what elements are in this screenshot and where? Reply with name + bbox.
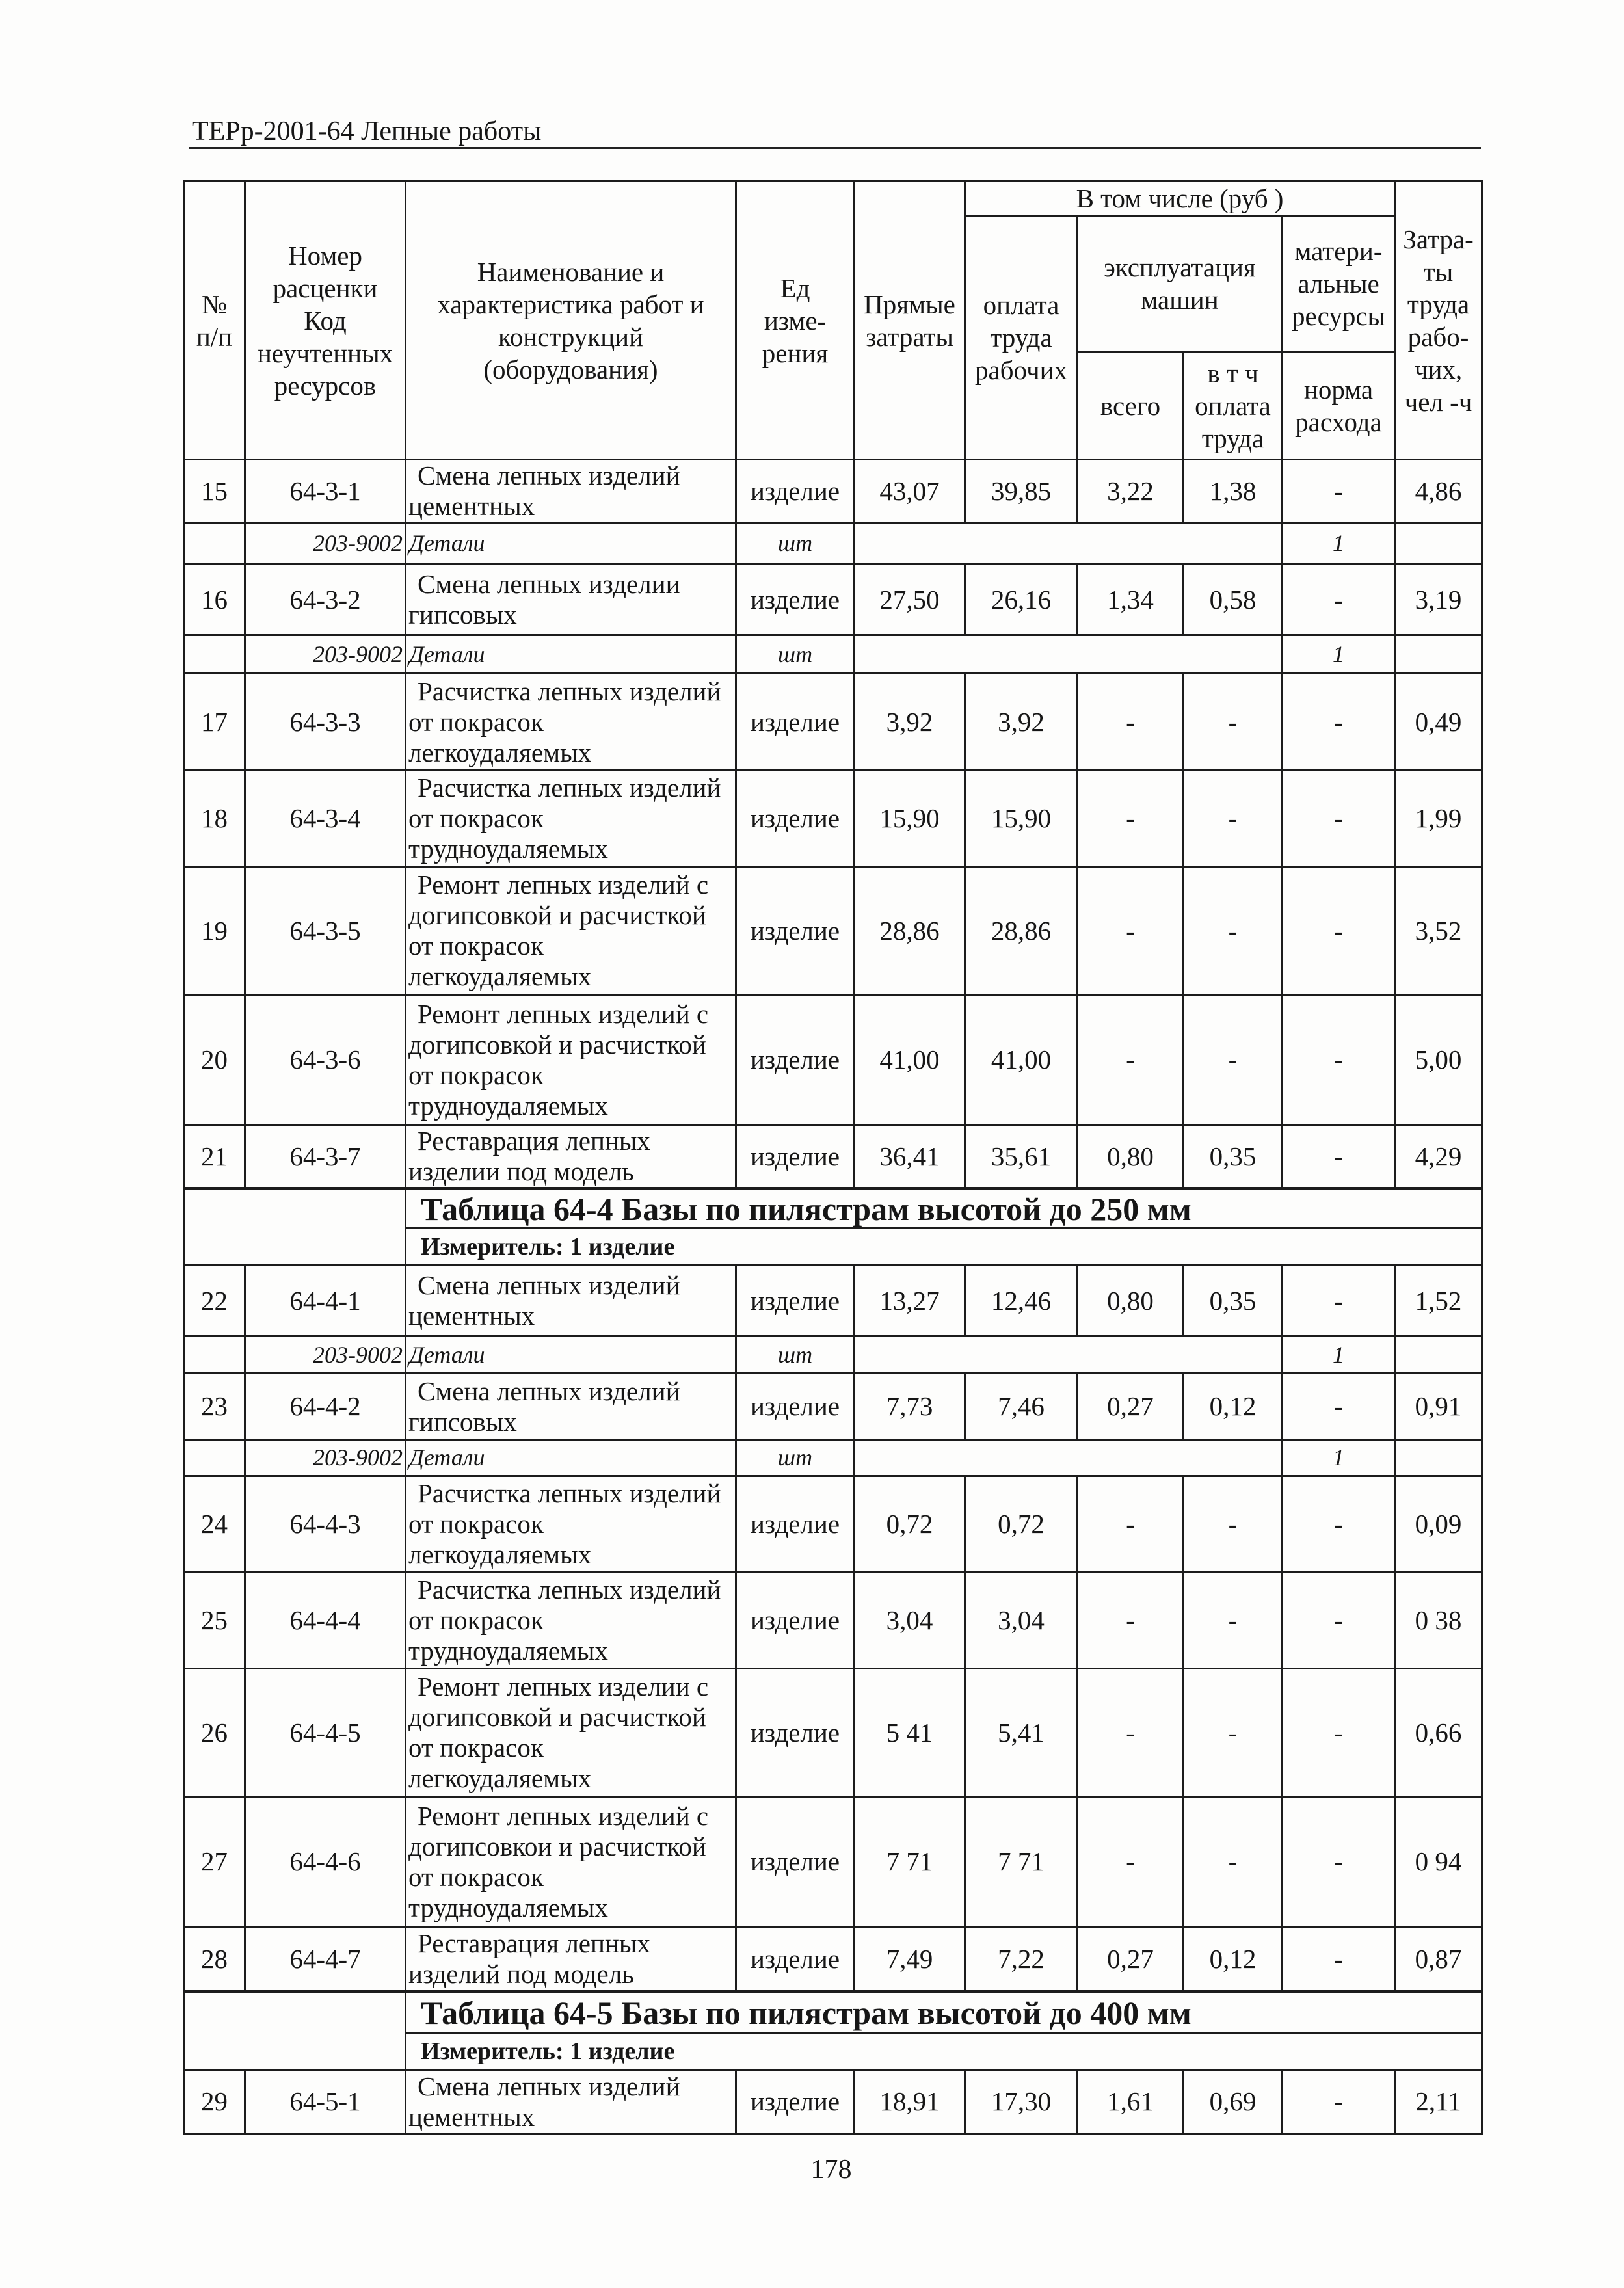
- resource-norm: 1: [1283, 1440, 1395, 1476]
- direct-cost: 18,91: [855, 2070, 965, 2134]
- machine-wages: -: [1184, 1797, 1283, 1927]
- materials: -: [1283, 674, 1395, 771]
- labor-hours: 0,91: [1395, 1374, 1482, 1440]
- worker-wages: 0,72: [965, 1476, 1078, 1573]
- machine-wages: -: [1184, 1476, 1283, 1573]
- work-description: Смена лепных изделий цементных: [406, 2070, 736, 2134]
- labor-hours: 0,09: [1395, 1476, 1482, 1573]
- resource-name: Детали: [406, 635, 736, 674]
- machine-wages: -: [1184, 1573, 1283, 1669]
- labor-hours: 5,00: [1395, 995, 1482, 1125]
- table-row: [184, 2070, 1482, 2134]
- machine-wages: 0,69: [1184, 2070, 1283, 2134]
- unit: изделие: [736, 460, 855, 523]
- unit: изделие: [736, 1669, 855, 1797]
- machine-wages: -: [1184, 674, 1283, 771]
- work-description: Смена лепных изделии гипсовых: [406, 565, 736, 635]
- direct-cost: 3,92: [855, 674, 965, 771]
- machine-total: 1,34: [1078, 565, 1184, 635]
- unit: изделие: [736, 771, 855, 867]
- table-title: Таблица 64-4 Базы по пилястрам высотой до 250 мм: [406, 1189, 1482, 1229]
- table-row: [184, 771, 1482, 867]
- col-header-labor-hours: Затра- ты труда рабо- чих, чел -ч: [1395, 181, 1482, 460]
- work-description: Расчистка лепных изделий от покрасок трудноудаляемых: [406, 1573, 736, 1669]
- col-header-wages: оплата труда рабочих: [965, 216, 1078, 460]
- machine-total: 0,80: [1078, 1266, 1184, 1337]
- row-number: 29: [184, 2070, 245, 2134]
- worker-wages: 5,41: [965, 1669, 1078, 1797]
- machine-wages: 1,38: [1184, 460, 1283, 523]
- table-row: [184, 674, 1482, 771]
- header-rule: [189, 147, 1481, 149]
- resource-code: 203-9002: [245, 1440, 406, 1476]
- materials: -: [1283, 867, 1395, 995]
- materials: -: [1283, 995, 1395, 1125]
- resource-unit: шт: [736, 523, 855, 565]
- materials: -: [1283, 1374, 1395, 1440]
- direct-cost: 43,07: [855, 460, 965, 523]
- resource-row: [184, 635, 1482, 674]
- resource-row: [184, 523, 1482, 565]
- direct-cost: 41,00: [855, 995, 965, 1125]
- machine-total: 0,80: [1078, 1125, 1184, 1189]
- rate-code: 64-4-1: [245, 1266, 406, 1337]
- machine-total: -: [1078, 1573, 1184, 1669]
- table-title-row: [184, 1992, 1482, 2033]
- empty-cell: [184, 523, 245, 565]
- worker-wages: 12,46: [965, 1266, 1078, 1337]
- direct-cost: 13,27: [855, 1266, 965, 1337]
- labor-hours: 3,19: [1395, 565, 1482, 635]
- row-number: 24: [184, 1476, 245, 1573]
- unit: изделие: [736, 674, 855, 771]
- worker-wages: 41,00: [965, 995, 1078, 1125]
- empty-cell: [184, 1992, 406, 2070]
- unit: изделие: [736, 1573, 855, 1669]
- table-row: [184, 995, 1482, 1125]
- machine-wages: -: [1184, 867, 1283, 995]
- materials: -: [1283, 1476, 1395, 1573]
- unit: изделие: [736, 1374, 855, 1440]
- resource-unit: шт: [736, 1440, 855, 1476]
- col-header-materials: матери- альные ресурсы: [1283, 216, 1395, 352]
- rate-code: 64-3-5: [245, 867, 406, 995]
- labor-hours: 0 94: [1395, 1797, 1482, 1927]
- measurement-unit: Измеритель: 1 изделие: [406, 2033, 1482, 2070]
- empty-cell: [855, 1440, 1283, 1476]
- resource-name: Детали: [406, 1440, 736, 1476]
- row-number: 27: [184, 1797, 245, 1927]
- work-description: Смена лепных изделий гипсовых: [406, 1374, 736, 1440]
- row-number: 21: [184, 1125, 245, 1189]
- worker-wages: 39,85: [965, 460, 1078, 523]
- machine-wages: -: [1184, 995, 1283, 1125]
- direct-cost: 7,73: [855, 1374, 965, 1440]
- empty-cell: [1395, 523, 1482, 565]
- machine-total: -: [1078, 1476, 1184, 1573]
- labor-hours: 1,52: [1395, 1266, 1482, 1337]
- unit: изделие: [736, 1476, 855, 1573]
- work-description: Расчистка лепных изделий от покрасок легкоудаляемых: [406, 674, 736, 771]
- labor-hours: 2,11: [1395, 2070, 1482, 2134]
- rate-code: 64-4-4: [245, 1573, 406, 1669]
- worker-wages: 26,16: [965, 565, 1078, 635]
- table-row: [184, 1797, 1482, 1927]
- row-number: 22: [184, 1266, 245, 1337]
- row-number: 28: [184, 1927, 245, 1992]
- worker-wages: 28,86: [965, 867, 1078, 995]
- resource-code: 203-9002: [245, 1337, 406, 1374]
- direct-cost: 27,50: [855, 565, 965, 635]
- empty-cell: [855, 635, 1283, 674]
- rate-code: 64-4-2: [245, 1374, 406, 1440]
- rate-code: 64-5-1: [245, 2070, 406, 2134]
- rates-table: [183, 180, 1483, 2135]
- empty-cell: [184, 1337, 245, 1374]
- unit: изделие: [736, 1797, 855, 1927]
- work-description: Реставрация лепных изделий под модель: [406, 1927, 736, 1992]
- resource-name: Детали: [406, 1337, 736, 1374]
- worker-wages: 7,46: [965, 1374, 1078, 1440]
- machine-total: 0,27: [1078, 1927, 1184, 1992]
- worker-wages: 3,92: [965, 674, 1078, 771]
- row-number: 18: [184, 771, 245, 867]
- row-number: 17: [184, 674, 245, 771]
- unit: изделие: [736, 565, 855, 635]
- rate-code: 64-4-6: [245, 1797, 406, 1927]
- empty-cell: [855, 1337, 1283, 1374]
- table-row: [184, 1374, 1482, 1440]
- rate-code: 64-3-1: [245, 460, 406, 523]
- direct-cost: 3,04: [855, 1573, 965, 1669]
- direct-cost: 5 41: [855, 1669, 965, 1797]
- empty-cell: [1395, 635, 1482, 674]
- table-row: [184, 1125, 1482, 1189]
- work-description: Расчистка лепных изделий от покрасок трудноудаляемых: [406, 771, 736, 867]
- worker-wages: 3,04: [965, 1573, 1078, 1669]
- col-header-code: Номер расценки Код неучтенных ресурсов: [245, 181, 406, 460]
- direct-cost: 28,86: [855, 867, 965, 995]
- empty-cell: [184, 1189, 406, 1266]
- page-number: 178: [810, 2155, 852, 2185]
- rate-code: 64-3-2: [245, 565, 406, 635]
- empty-cell: [1395, 1440, 1482, 1476]
- resource-code: 203-9002: [245, 635, 406, 674]
- materials: -: [1283, 1573, 1395, 1669]
- labor-hours: 1,99: [1395, 771, 1482, 867]
- empty-cell: [184, 1440, 245, 1476]
- resource-norm: 1: [1283, 523, 1395, 565]
- machine-wages: 0,12: [1184, 1374, 1283, 1440]
- machine-total: -: [1078, 995, 1184, 1125]
- work-description: Ремонт лепных изделий с догипсовкои и расчисткой от покрасок трудноудаляемых: [406, 1797, 736, 1927]
- materials: -: [1283, 460, 1395, 523]
- machine-wages: -: [1184, 1669, 1283, 1797]
- col-header-machines-wages: в т ч оплата труда: [1184, 352, 1283, 460]
- col-header-name: Наименование и характеристика работ и конструкций (оборудования): [406, 181, 736, 460]
- machine-total: 1,61: [1078, 2070, 1184, 2134]
- work-description: Ремонт лепных изделии с догипсовкой и расчисткой от покрасок легкоудаляемых: [406, 1669, 736, 1797]
- labor-hours: 0,87: [1395, 1927, 1482, 1992]
- unit: изделие: [736, 1927, 855, 1992]
- labor-hours: 0 38: [1395, 1573, 1482, 1669]
- direct-cost: 7,49: [855, 1927, 965, 1992]
- rate-code: 64-3-3: [245, 674, 406, 771]
- materials: -: [1283, 565, 1395, 635]
- row-number: 16: [184, 565, 245, 635]
- row-number: 15: [184, 460, 245, 523]
- machine-total: -: [1078, 1669, 1184, 1797]
- resource-unit: шт: [736, 635, 855, 674]
- machine-total: 3,22: [1078, 460, 1184, 523]
- row-number: 23: [184, 1374, 245, 1440]
- table-title: Таблица 64-5 Базы по пилястрам высотой до 400 мм: [406, 1992, 1482, 2033]
- resource-row: [184, 1337, 1482, 1374]
- unit: изделие: [736, 1125, 855, 1189]
- row-number: 19: [184, 867, 245, 995]
- resource-name: Детали: [406, 523, 736, 565]
- worker-wages: 35,61: [965, 1125, 1078, 1189]
- work-description: Расчистка лепных изделий от покрасок легкоудаляемых: [406, 1476, 736, 1573]
- work-description: Ремонт лепных изделий с догипсовкой и расчисткой от покрасок трудноудаляемых: [406, 995, 736, 1125]
- rate-code: 64-3-7: [245, 1125, 406, 1189]
- table-row: [184, 1573, 1482, 1669]
- materials: -: [1283, 2070, 1395, 2134]
- empty-cell: [1395, 1337, 1482, 1374]
- worker-wages: 17,30: [965, 2070, 1078, 2134]
- materials: -: [1283, 1927, 1395, 1992]
- machine-total: 0,27: [1078, 1374, 1184, 1440]
- worker-wages: 15,90: [965, 771, 1078, 867]
- col-header-unit: Ед изме- рения: [736, 181, 855, 460]
- unit: изделие: [736, 1266, 855, 1337]
- resource-code: 203-9002: [245, 523, 406, 565]
- table-row: [184, 1669, 1482, 1797]
- labor-hours: 0,49: [1395, 674, 1482, 771]
- materials: -: [1283, 1266, 1395, 1337]
- direct-cost: 7 71: [855, 1797, 965, 1927]
- resource-norm: 1: [1283, 635, 1395, 674]
- labor-hours: 4,29: [1395, 1125, 1482, 1189]
- table-title-row: [184, 1189, 1482, 1229]
- row-number: 26: [184, 1669, 245, 1797]
- work-description: Смена лепных изделий цементных: [406, 460, 736, 523]
- labor-hours: 3,52: [1395, 867, 1482, 995]
- empty-cell: [855, 523, 1283, 565]
- table-header: [184, 181, 1482, 460]
- materials: -: [1283, 1797, 1395, 1927]
- resource-unit: шт: [736, 1337, 855, 1374]
- measurement-unit: Измеритель: 1 изделие: [406, 1229, 1482, 1266]
- col-header-machines: эксплуатация машин: [1078, 216, 1283, 352]
- machine-wages: 0,12: [1184, 1927, 1283, 1992]
- header-row: [184, 181, 1482, 216]
- col-header-direct-cost: Прямые затраты: [855, 181, 965, 460]
- machine-wages: 0,35: [1184, 1266, 1283, 1337]
- machine-wages: 0,35: [1184, 1125, 1283, 1189]
- rate-code: 64-3-4: [245, 771, 406, 867]
- table-body: [184, 460, 1482, 2134]
- table-row: [184, 565, 1482, 635]
- machine-total: -: [1078, 771, 1184, 867]
- work-description: Смена лепных изделий цементных: [406, 1266, 736, 1337]
- machine-wages: -: [1184, 771, 1283, 867]
- col-header-including: В том числе (руб ): [965, 181, 1395, 216]
- table-row: [184, 1927, 1482, 1992]
- unit: изделие: [736, 995, 855, 1125]
- direct-cost: 36,41: [855, 1125, 965, 1189]
- rate-code: 64-4-3: [245, 1476, 406, 1573]
- unit: изделие: [736, 867, 855, 995]
- work-description: Реставрация лепных изделии под модель: [406, 1125, 736, 1189]
- labor-hours: 4,86: [1395, 460, 1482, 523]
- direct-cost: 15,90: [855, 771, 965, 867]
- rate-code: 64-3-6: [245, 995, 406, 1125]
- resource-norm: 1: [1283, 1337, 1395, 1374]
- materials: -: [1283, 771, 1395, 867]
- rate-code: 64-4-7: [245, 1927, 406, 1992]
- col-header-number: № п/п: [184, 181, 245, 460]
- materials: -: [1283, 1669, 1395, 1797]
- table-row: [184, 460, 1482, 523]
- table-row: [184, 867, 1482, 995]
- machine-total: -: [1078, 674, 1184, 771]
- unit: изделие: [736, 2070, 855, 2134]
- table-row: [184, 1476, 1482, 1573]
- table-row: [184, 1266, 1482, 1337]
- resource-row: [184, 1440, 1482, 1476]
- worker-wages: 7 71: [965, 1797, 1078, 1927]
- empty-cell: [184, 635, 245, 674]
- row-number: 20: [184, 995, 245, 1125]
- materials: -: [1283, 1125, 1395, 1189]
- labor-hours: 0,66: [1395, 1669, 1482, 1797]
- machine-wages: 0,58: [1184, 565, 1283, 635]
- machine-total: -: [1078, 1797, 1184, 1927]
- direct-cost: 0,72: [855, 1476, 965, 1573]
- col-header-materials-norm: норма расхода: [1283, 352, 1395, 460]
- machine-total: -: [1078, 867, 1184, 995]
- col-header-machines-total: всего: [1078, 352, 1184, 460]
- work-description: Ремонт лепных изделий с догипсовкой и расчисткой от покрасок легкоудаляемых: [406, 867, 736, 995]
- page-header-title: ТЕРр-2001-64 Лепные работы: [192, 116, 542, 146]
- worker-wages: 7,22: [965, 1927, 1078, 1992]
- rate-code: 64-4-5: [245, 1669, 406, 1797]
- row-number: 25: [184, 1573, 245, 1669]
